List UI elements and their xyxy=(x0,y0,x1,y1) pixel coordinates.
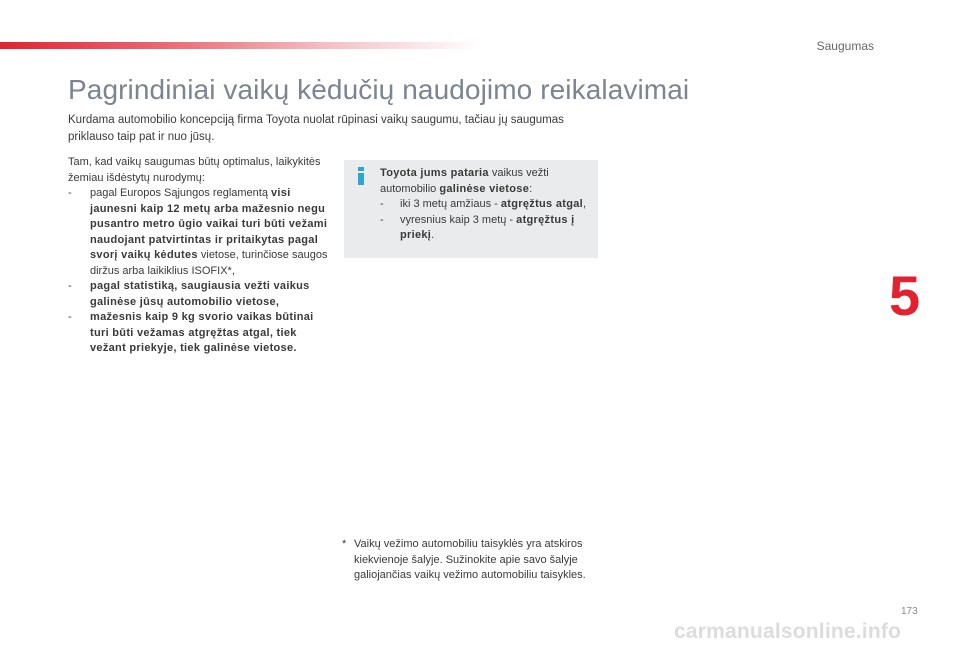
footnote-text: Vaikų vežimo automobiliu taisyklės yra atskiros kiekvienoje šalyje. Sužinokite apie savo šalyje galiojančias vaikų vežimo automobiliu taisykles. xyxy=(354,538,586,581)
intro-paragraph: Kurdama automobilio koncepciją firma Toyota nuolat rūpinasi vaikų saugumu, tačiau jų saugumas priklauso taip pat ir nuo jūsų. xyxy=(68,114,564,143)
list-item xyxy=(380,213,594,244)
list-dash: - xyxy=(68,311,72,323)
footnote xyxy=(342,537,602,584)
info-lead-bold: Toyota jums pataria xyxy=(380,167,489,179)
item-bold-text: visi jaunesni kaip 12 metų arba mažesnio negu pusantro metro ūgio vaikai turi būti vežami naudojant patvirtintas ir pritaikytas pagal svorį vaikų kėdutes xyxy=(90,187,328,261)
item-end: . xyxy=(431,229,435,241)
info-icon xyxy=(356,167,366,185)
item-text: iki 3 metų amžiaus - xyxy=(400,198,501,210)
list-item xyxy=(68,310,328,357)
info-box xyxy=(344,160,598,258)
item-text: pagal Europos Sąjungos reglamentą xyxy=(90,187,272,199)
header-accent-bar xyxy=(0,42,480,49)
list-item xyxy=(380,197,594,213)
info-list xyxy=(380,197,594,244)
item-text: vietose, turinčiose saugos diržus arba laikiklius ISOFIX*, xyxy=(90,249,328,277)
list-item xyxy=(68,279,328,310)
section-label: Saugumas xyxy=(816,39,874,53)
page-title: Pagrindiniai vaikų kėdučių naudojimo reikalavimai xyxy=(68,74,690,105)
list-dash: - xyxy=(68,187,72,199)
footnote-star: * xyxy=(342,538,347,550)
info-lead-bold2: galinėse vietose xyxy=(439,182,530,195)
item-end: , xyxy=(583,198,587,210)
page-number: 173 xyxy=(901,606,918,617)
info-text xyxy=(380,166,594,244)
list-dash: - xyxy=(68,280,72,292)
item-bold-text: pagal statistiką, saugiausia vežti vaikus galinėse jūsų automobilio vietose, xyxy=(90,280,310,308)
list-item xyxy=(68,186,328,279)
left-lead: Tam, kad vaikų saugumas būtų optimalus, laikykitės žemiau išdėstytų nurodymų: xyxy=(68,156,321,184)
watermark: carmanualsonline.info xyxy=(674,620,902,643)
item-text: vyresnius kaip 3 metų - xyxy=(400,213,517,226)
info-lead-text: vaikus vežti automobilio xyxy=(380,167,549,195)
item-bold-text: mažesnis kaip 9 kg svorio vaikas būtinai turi būti vežamas atgręžtas atgal, tiek vežant priekyje, tiek galinėse vietose. xyxy=(90,311,314,354)
info-lead xyxy=(380,166,594,197)
list-dash: - xyxy=(380,213,384,226)
chapter-number: 5 xyxy=(889,264,921,327)
item-bold-text: atgręžtus atgal xyxy=(500,198,584,210)
list-dash: - xyxy=(380,198,384,210)
requirements-list xyxy=(68,186,328,357)
item-bold-text: atgręžtus į priekį xyxy=(400,213,575,241)
info-lead-end: : xyxy=(529,182,533,195)
left-column xyxy=(68,155,328,357)
